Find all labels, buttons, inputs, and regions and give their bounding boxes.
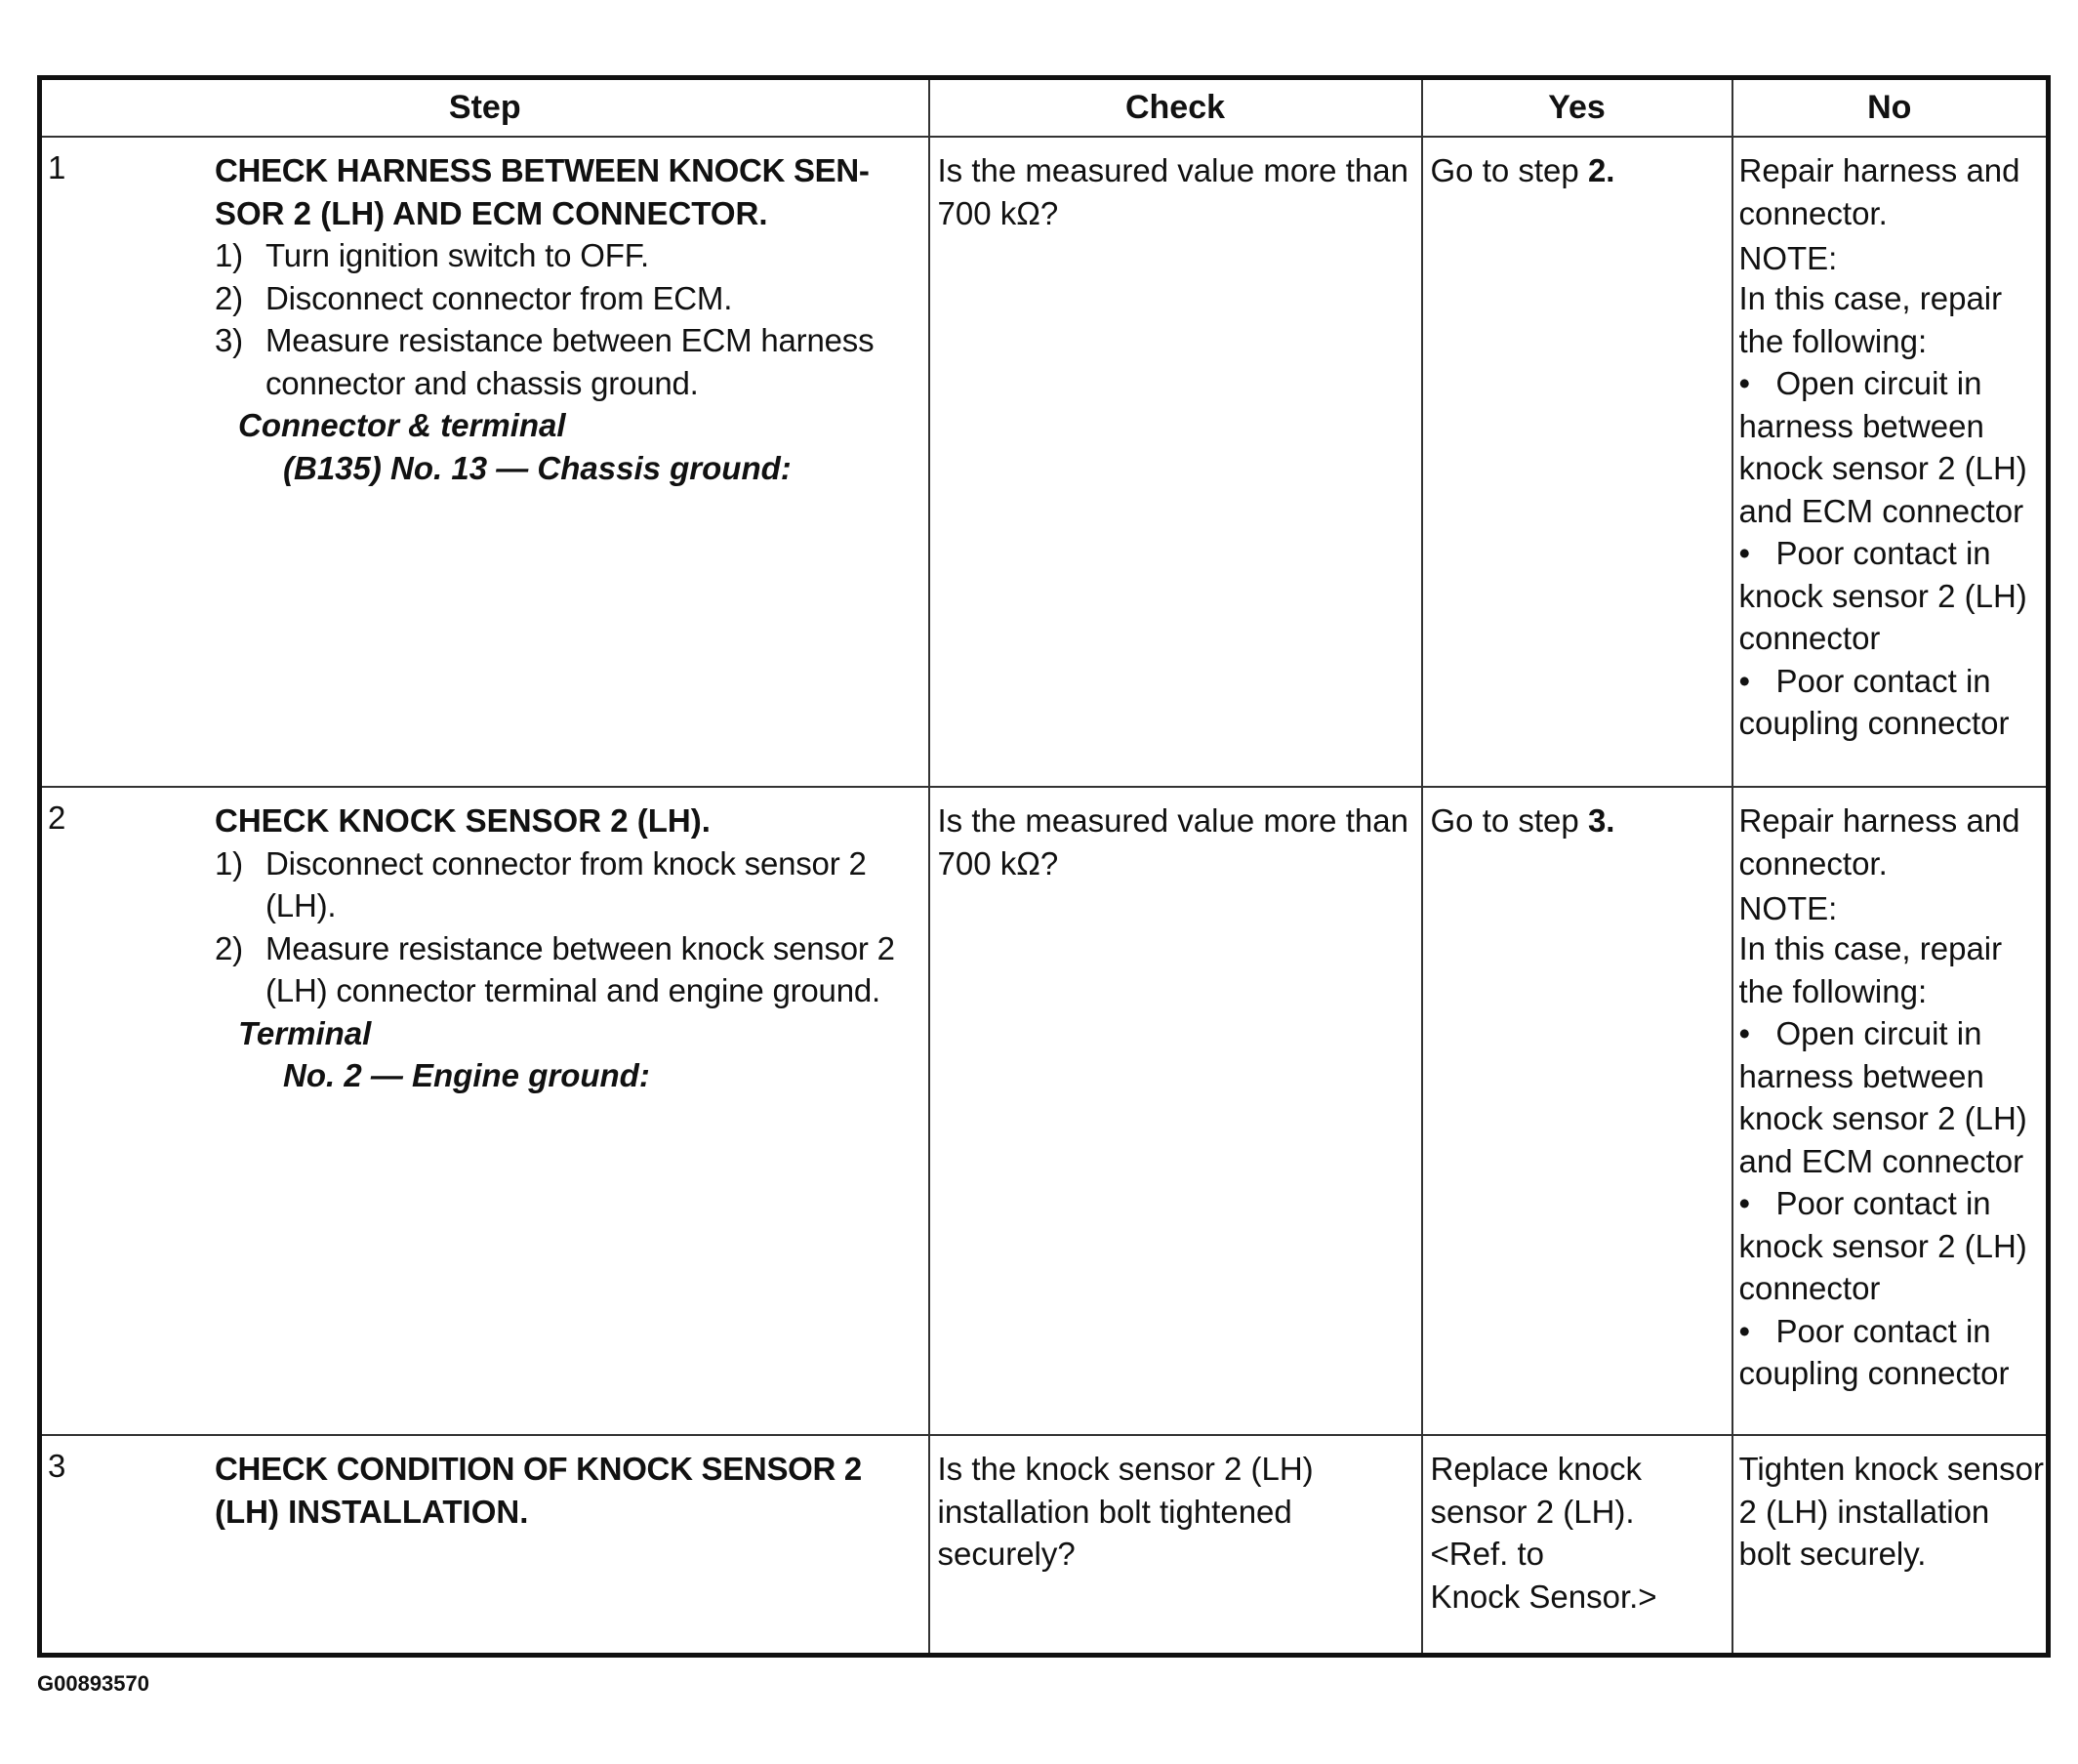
step-title-line: SOR 2 (LH) AND ECM CONNECTOR. [215, 194, 768, 231]
substep [215, 234, 922, 277]
substep-label: 1) [215, 844, 243, 882]
list-item: • Poor contact in coupling connector [1739, 1310, 2045, 1395]
yes-step-ref: 2. [1587, 152, 1615, 188]
yes-cell [1422, 1435, 1732, 1655]
note-heading: NOTE: [1738, 890, 1838, 926]
substep [215, 277, 922, 320]
step-number: 3 [48, 1448, 66, 1484]
substep-label: 2) [215, 929, 243, 966]
no-cell [1732, 787, 2049, 1435]
substep-text: Measure resistance between knock sensor 2 (LH) connector terminal and engine ground. [265, 929, 895, 1008]
step-cell [40, 137, 929, 787]
step-title-line: CHECK HARNESS BETWEEN KNOCK SEN- [215, 152, 870, 188]
note-text: In this case, repair the following: [1738, 930, 2003, 1009]
header-row [40, 78, 2049, 138]
step-title-line: (LH) INSTALLATION. [215, 1493, 529, 1530]
connector-value: No. 2 — Engine ground: [283, 1057, 650, 1093]
header-check: Check [929, 78, 1422, 138]
step-cell [40, 787, 929, 1435]
step-number: 2 [48, 800, 66, 836]
yes-text-line: Replace knock [1430, 1451, 1642, 1487]
yes-cell [1422, 137, 1732, 787]
no-main: Repair harness and connector. [1738, 152, 2020, 231]
yes-prefix: Go to step [1430, 152, 1588, 188]
yes-prefix: Go to step [1430, 802, 1588, 839]
table-row [40, 137, 2049, 787]
list-item: • Open circuit in harness between knock sensor 2 (LH) and ECM connector [1739, 362, 2045, 532]
bullet-icon: • [1738, 662, 1751, 699]
table-row [40, 1435, 2049, 1655]
substep-text: Measure resistance between ECM harness connector and chassis ground. [265, 322, 875, 401]
header-yes: Yes [1422, 78, 1732, 138]
substep [215, 842, 922, 927]
yes-text-line: Knock Sensor.> [1430, 1578, 1657, 1615]
header-no: No [1732, 78, 2049, 138]
diagnostic-table [37, 75, 2051, 1658]
list-item: • Poor contact in knock sensor 2 (LH) connector [1739, 532, 2045, 660]
header-step: Step [40, 78, 929, 138]
note-heading: NOTE: [1738, 240, 1838, 276]
step-number: 1 [48, 149, 66, 185]
substep-text: Disconnect connector from knock sensor 2 (LH). [265, 844, 867, 923]
substep-label: 1) [215, 237, 243, 273]
check-cell: Is the measured value more than 700 kΩ? [929, 137, 1422, 787]
no-main: Repair harness and connector. [1738, 802, 2020, 882]
list-item: • Open circuit in harness between knock sensor 2 (LH) and ECM connector [1739, 1012, 2045, 1182]
check-cell: Is the knock sensor 2 (LH) installation bolt tightened securely? [929, 1435, 1422, 1655]
substep-label: 2) [215, 279, 243, 316]
yes-text-line: <Ref. to [1430, 1536, 1544, 1572]
step-body [215, 1448, 922, 1533]
list-item: • Poor contact in coupling connector [1739, 660, 2045, 745]
table-row [40, 787, 2049, 1435]
bullet-icon: • [1738, 1015, 1751, 1051]
bullet-icon: • [1738, 1185, 1751, 1221]
step-body [215, 800, 922, 1097]
step-body [215, 149, 922, 489]
check-cell: Is the measured value more than 700 kΩ? [929, 787, 1422, 1435]
no-cell [1732, 137, 2049, 787]
note-text: In this case, repair the following: [1738, 280, 2003, 359]
substep-label: 3) [215, 322, 243, 358]
bullet-icon: • [1738, 535, 1751, 571]
list-item: • Poor contact in knock sensor 2 (LH) connector [1739, 1182, 2045, 1310]
bullet-icon: • [1738, 1312, 1751, 1349]
substep [215, 319, 922, 404]
step-title: CHECK KNOCK SENSOR 2 (LH). [215, 802, 711, 839]
step-title-line: CHECK CONDITION OF KNOCK SENSOR 2 [215, 1451, 862, 1487]
no-cell: Tighten knock sensor 2 (LH) installation bolt securely. [1732, 1435, 2049, 1655]
step-cell [40, 1435, 929, 1655]
yes-text-line: sensor 2 (LH). [1430, 1493, 1635, 1530]
step-title [215, 1448, 922, 1533]
substep-text: Turn ignition switch to OFF. [265, 237, 649, 273]
step-title [215, 149, 922, 234]
substep [215, 927, 922, 1012]
connector-label: Terminal [238, 1014, 372, 1051]
connector-label: Connector & terminal [238, 407, 566, 443]
substep-text: Disconnect connector from ECM. [265, 279, 733, 316]
yes-step-ref: 3. [1587, 802, 1615, 839]
yes-cell [1422, 787, 1732, 1435]
connector-value: (B135) No. 13 — Chassis ground: [283, 449, 792, 486]
bullet-icon: • [1738, 365, 1751, 401]
figure-id: G00893570 [37, 1671, 149, 1696]
